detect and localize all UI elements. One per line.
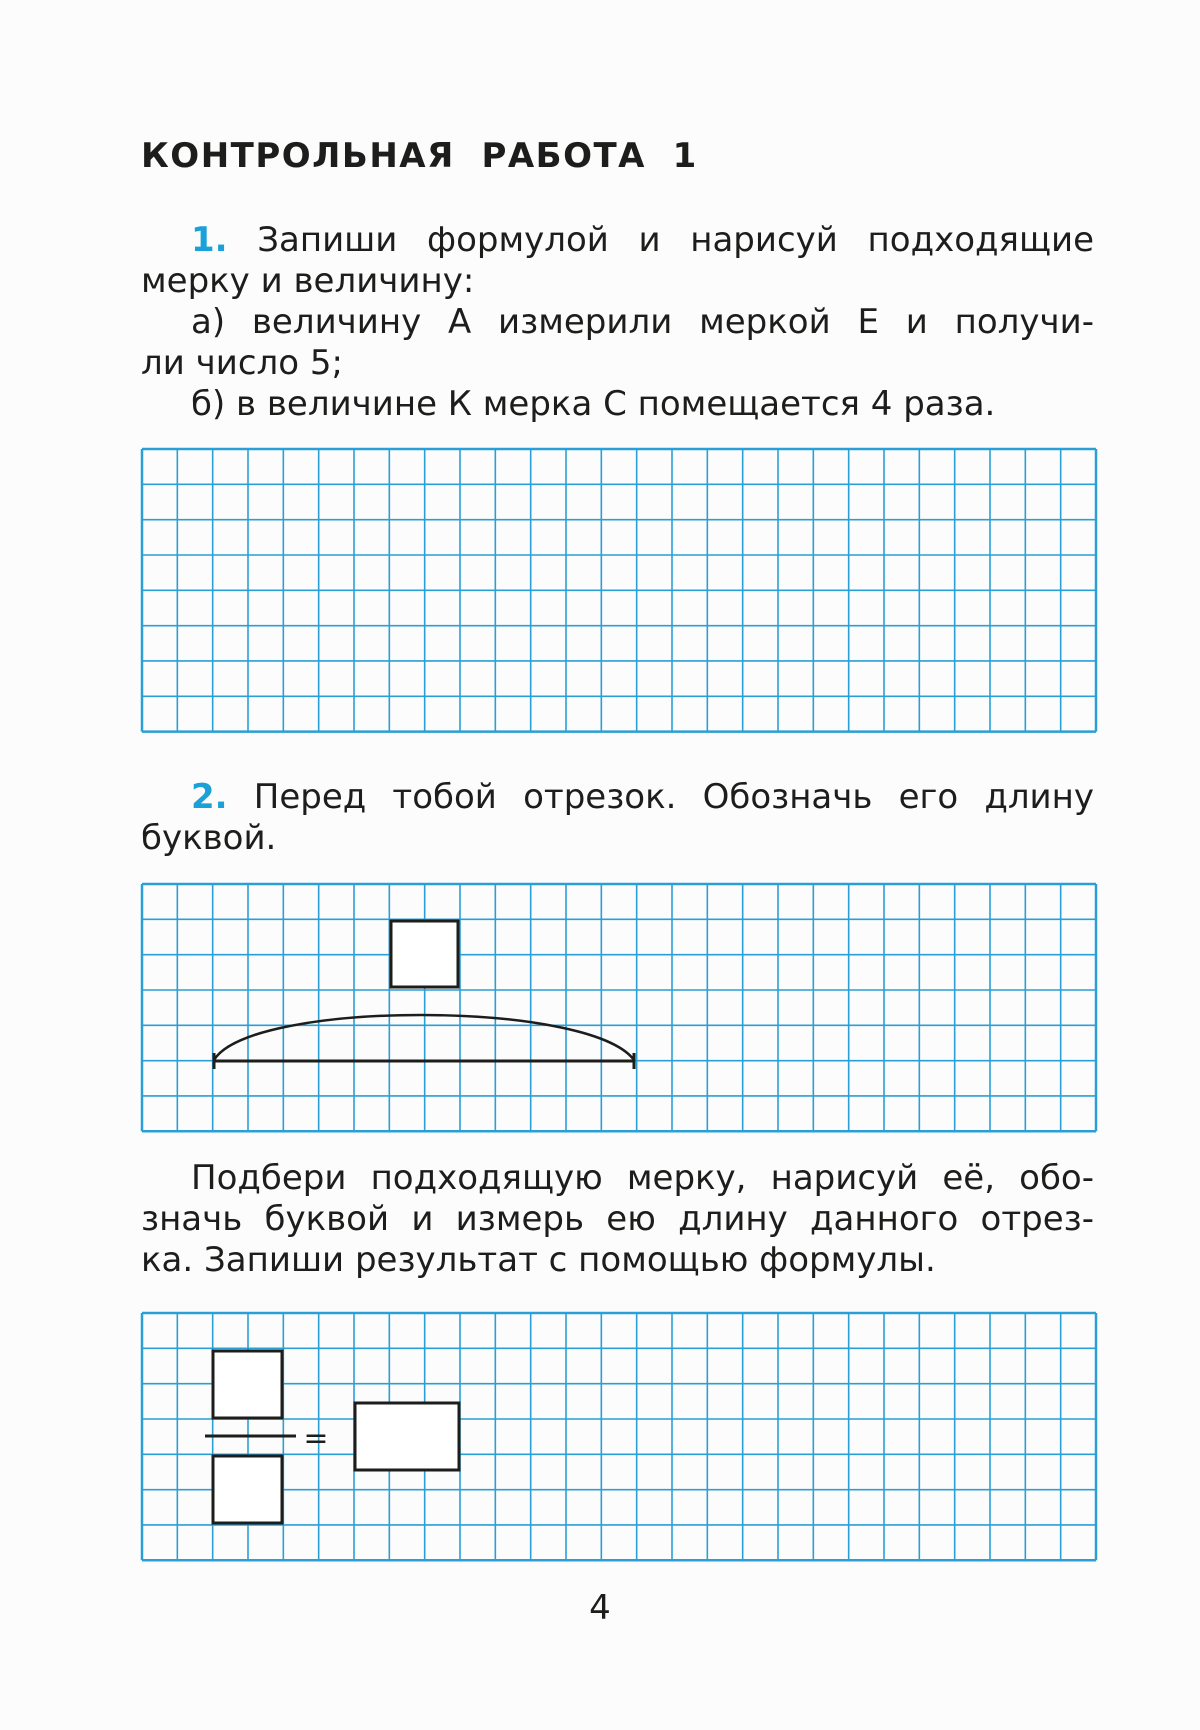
task1-line-3: а) величину А измерили меркой Е и получи- [191, 302, 1094, 342]
task2-number: 2. [191, 777, 228, 817]
task1-answer-grid[interactable] [142, 449, 1096, 732]
denominator-box[interactable] [213, 1456, 282, 1523]
followup-line-2: значь буквой и измерь ею длину данного отрез- [141, 1199, 1094, 1239]
page-title: КОНТРОЛЬНАЯ РАБОТА 1 [141, 136, 698, 176]
page-number: 4 [589, 1588, 611, 1628]
segment-label-box[interactable] [391, 921, 458, 987]
numerator-box[interactable] [213, 1351, 282, 1418]
task1-line-4: ли число 5; [141, 343, 343, 383]
task2-line-1: 2. Перед тобой отрезок. Обозначь его длину [191, 777, 1095, 817]
equals-sign: = [303, 1421, 329, 1456]
task1-number: 1. [191, 220, 228, 260]
task2-line-2: буквой. [141, 818, 277, 858]
task2-segment-grid[interactable] [142, 884, 1096, 1131]
formula-drawing [205, 1351, 459, 1523]
task1-line-2: мерку и величину: [141, 261, 475, 301]
task1-line-5: б) в величине К мерка С помещается 4 раза. [191, 384, 996, 424]
result-box[interactable] [355, 1403, 459, 1470]
followup-line-3: ка. Запиши результат с помощью формулы. [141, 1240, 936, 1280]
task1-line-1: 1. Запиши формулой и нарисуй подходящие [191, 220, 1094, 260]
followup-line-1: Подбери подходящую мерку, нарисуй её, обо- [191, 1158, 1094, 1198]
grid-lines [142, 449, 1096, 1560]
